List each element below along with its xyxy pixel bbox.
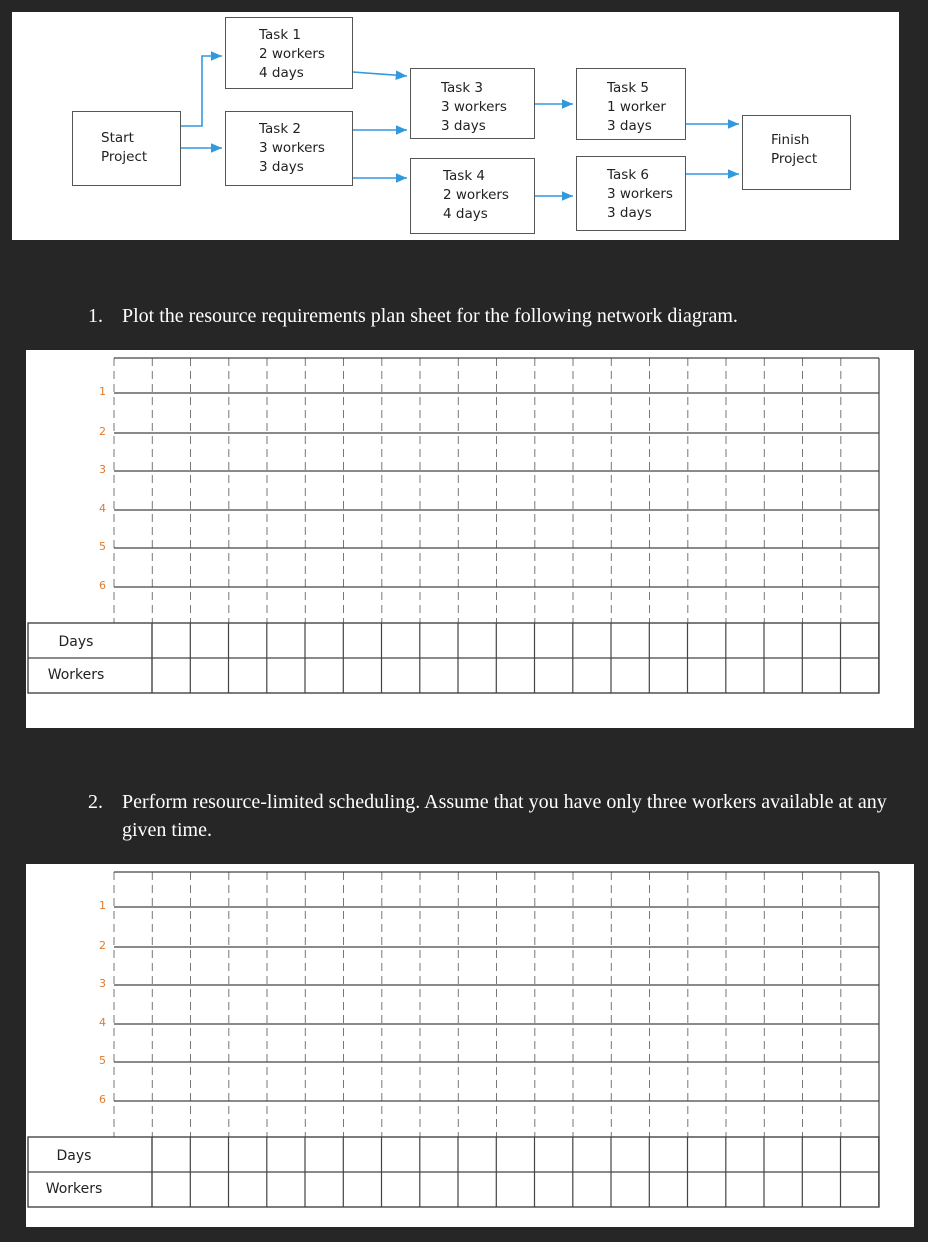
row-number-1: 1 (99, 899, 106, 912)
task-1-workers: 2 workers (259, 46, 325, 62)
task-5-days: 3 days (607, 118, 652, 134)
question-2-number: 2. (88, 791, 103, 813)
question-1-number: 1. (88, 305, 103, 327)
task-5-node (576, 68, 686, 140)
task-3-workers: 3 workers (441, 99, 507, 115)
start-line-2: Project (101, 149, 148, 165)
task-4-workers: 2 workers (443, 187, 509, 203)
row-number-5: 5 (99, 540, 106, 553)
task-1-name: Task 1 (259, 27, 302, 43)
task-6-days: 3 days (607, 205, 652, 221)
task-4-node (410, 158, 535, 234)
task-4-days: 4 days (443, 206, 488, 222)
task-6-name: Task 6 (607, 167, 650, 183)
task-5-workers: 1 worker (607, 99, 666, 115)
task-4-name: Task 4 (443, 168, 486, 184)
finish-line-1: Finish (771, 132, 810, 148)
task-1-node (225, 17, 353, 89)
start-to-task-1-arrow (181, 56, 222, 126)
days-label: Days (56, 1148, 92, 1164)
start-project-node (72, 111, 181, 186)
task-2-name: Task 2 (259, 121, 302, 137)
finish-project-node (742, 115, 851, 190)
task-2-days: 3 days (259, 159, 304, 175)
row-number-4: 4 (99, 1016, 106, 1029)
network-diagram (12, 12, 899, 240)
row-number-2: 2 (99, 939, 106, 952)
row-number-6: 6 (99, 579, 106, 592)
task-2-workers: 3 workers (259, 140, 325, 156)
resource-grid-1 (26, 350, 914, 728)
grid-1-lines (26, 350, 914, 728)
row-number-2: 2 (99, 425, 106, 438)
workers-label: Workers (45, 1181, 103, 1197)
row-number-4: 4 (99, 502, 106, 515)
task-2-node (225, 111, 353, 186)
row-number-3: 3 (99, 463, 106, 476)
days-label: Days (58, 634, 94, 650)
row-number-3: 3 (99, 977, 106, 990)
task-6-node (576, 156, 686, 231)
task-3-days: 3 days (441, 118, 486, 134)
task-5-name: Task 5 (607, 80, 650, 96)
grid-2-lines (26, 864, 914, 1227)
row-number-6: 6 (99, 1093, 106, 1106)
row-number-1: 1 (99, 385, 106, 398)
row-number-5: 5 (99, 1054, 106, 1067)
task-1-to-task-3-arrow (353, 72, 407, 76)
finish-line-2: Project (771, 151, 818, 167)
workers-label: Workers (47, 667, 105, 683)
start-line-1: Start (101, 130, 134, 146)
task-6-workers: 3 workers (607, 186, 673, 202)
resource-grid-2 (26, 864, 914, 1227)
task-3-node (410, 68, 535, 139)
question-1-text: Plot the resource requirements plan sheet for the following network diagram. (122, 305, 738, 327)
task-1-days: 4 days (259, 65, 304, 81)
question-2-text: Perform resource-limited scheduling. Assume that you have only three workers available at any given time. (122, 791, 887, 841)
task-3-name: Task 3 (441, 80, 484, 96)
